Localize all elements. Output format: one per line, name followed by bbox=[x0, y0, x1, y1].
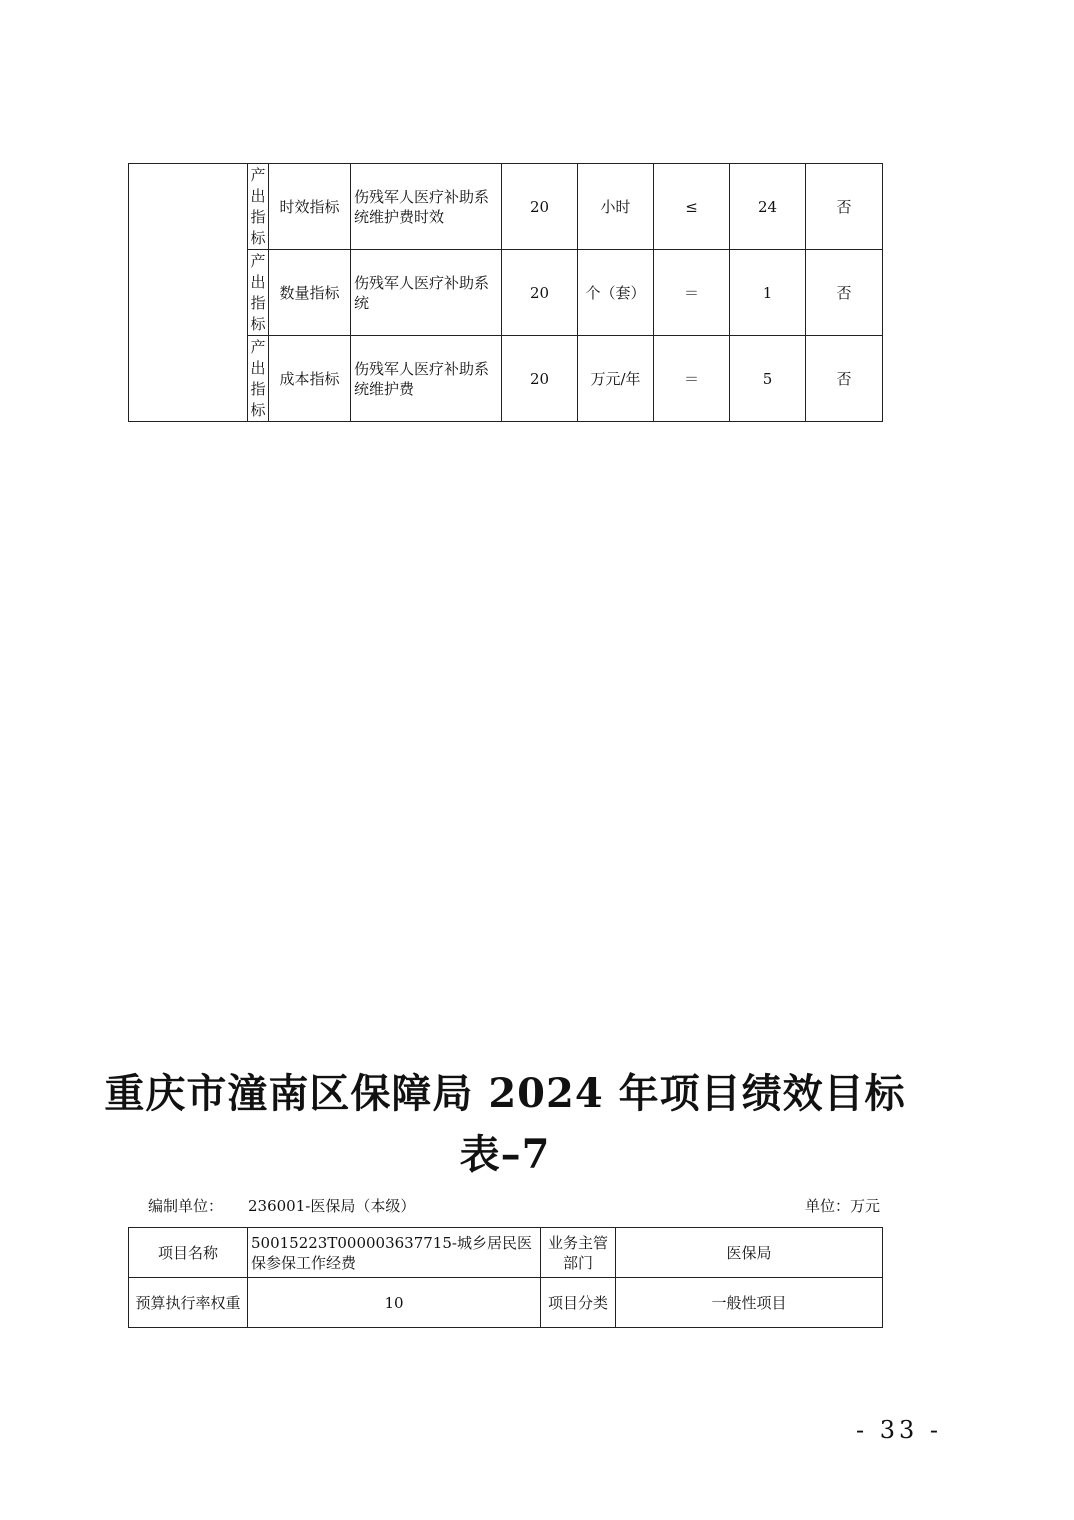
indicator-target: 24 bbox=[730, 164, 806, 250]
indicator-description: 伤残军人医疗补助系统 bbox=[351, 250, 502, 336]
dept-label: 业务主管部门 bbox=[541, 1228, 616, 1278]
indicator-flag: 否 bbox=[806, 336, 883, 422]
indicator-operator: ＝ bbox=[654, 336, 730, 422]
indicator-weight: 20 bbox=[502, 336, 578, 422]
page-number: - 33 - bbox=[856, 1416, 943, 1444]
indicator-unit: 万元/年 bbox=[578, 336, 654, 422]
dept-value: 医保局 bbox=[616, 1228, 883, 1278]
indicator-type: 成本指标 bbox=[269, 336, 351, 422]
table-row bbox=[129, 1278, 883, 1328]
indicator-operator: ≤ bbox=[654, 164, 730, 250]
indicator-category: 产 出 指 标 bbox=[248, 250, 269, 336]
indicator-operator: ＝ bbox=[654, 250, 730, 336]
indicator-description: 伤残军人医疗补助系统维护费 bbox=[351, 336, 502, 422]
page-title-continued: 表–7 bbox=[459, 1131, 551, 1178]
indicator-unit: 个（套） bbox=[578, 250, 654, 336]
project-name-value: 50015223T000003637715-城乡居民医保参保工作经费 bbox=[248, 1228, 541, 1278]
indicator-target: 1 bbox=[730, 250, 806, 336]
indicator-flag: 否 bbox=[806, 250, 883, 336]
project-info-table bbox=[128, 1227, 883, 1328]
indicator-target: 5 bbox=[730, 336, 806, 422]
budget-weight-value: 10 bbox=[248, 1278, 541, 1328]
indicator-description: 伤残军人医疗补助系统维护费时效 bbox=[351, 164, 502, 250]
indicator-weight: 20 bbox=[502, 250, 578, 336]
table-row bbox=[129, 1228, 883, 1278]
indicator-flag: 否 bbox=[806, 164, 883, 250]
budget-weight-label: 预算执行率权重 bbox=[129, 1278, 248, 1328]
indicator-table bbox=[128, 163, 883, 422]
indicator-weight: 20 bbox=[502, 164, 578, 250]
table-row bbox=[129, 164, 883, 250]
blank-merged-cell bbox=[129, 164, 248, 422]
project-name-label: 项目名称 bbox=[129, 1228, 248, 1278]
page-title: 重庆市潼南区保障局 2024 年项目绩效目标 bbox=[104, 1070, 906, 1117]
currency-unit: 单位：万元 bbox=[804, 1197, 880, 1215]
project-category-value: 一般性项目 bbox=[616, 1278, 883, 1328]
indicator-unit: 小时 bbox=[578, 164, 654, 250]
indicator-category: 产 出 指 标 bbox=[248, 336, 269, 422]
project-category-label: 项目分类 bbox=[541, 1278, 616, 1328]
indicator-type: 数量指标 bbox=[269, 250, 351, 336]
compiling-unit-value: 236001-医保局（本级） bbox=[248, 1197, 416, 1215]
compiling-unit-label: 编制单位： bbox=[148, 1197, 224, 1215]
indicator-category: 产 出 指 标 bbox=[248, 164, 269, 250]
indicator-type: 时效指标 bbox=[269, 164, 351, 250]
